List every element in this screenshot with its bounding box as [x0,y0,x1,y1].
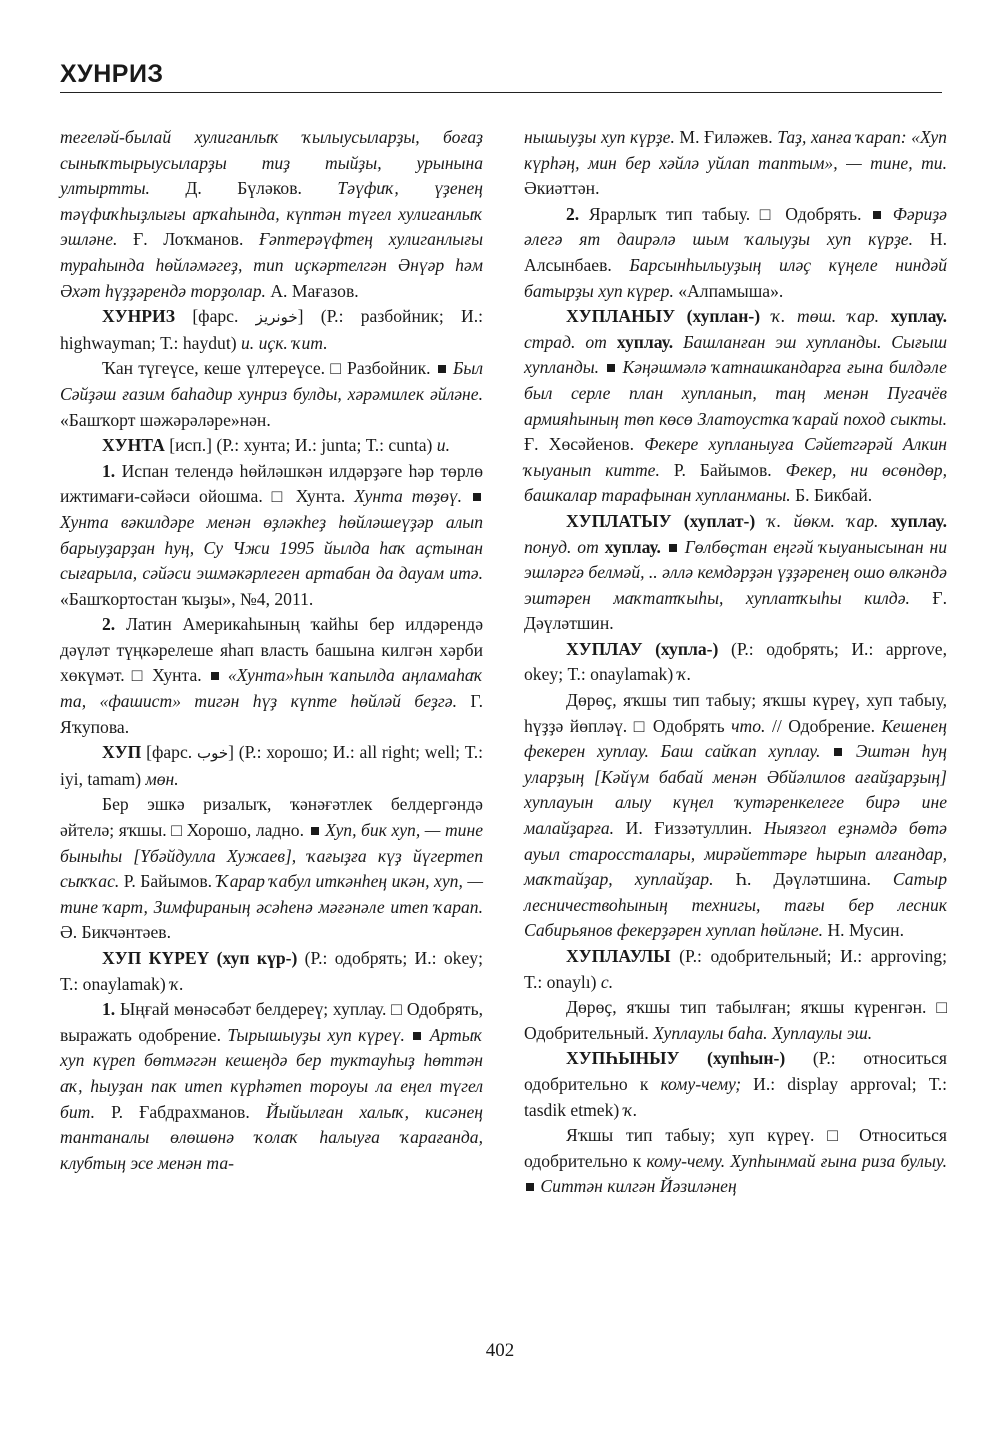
paragraph: тегеләй-былай хулиганлыҡ ҡылыусыларҙы, боғаҙ сыныҡтырыусыларҙы тиҙ тыйҙы, урынына ултыртты. Д. Бүләков. Тәүфиҡ, үҙенең тәүфиҡһыҙлығы арҡаһында, күптән түгел хулиганлыҡ эшләне. Ғ. Лоҡманов. Ғәптерәүфтең хулиганлығы тураһында һөйләмәгеҙ, тип иҫкәртелгән Әнүәр һәм Әхәт һүҙҙәрендә торҙолар. А. Мағазов. [60,127,483,301]
headword: ХУПЛАНЫУ (хуплан-) [566,306,761,327]
example-marker-icon [438,365,446,373]
arabic-etymon: خوب [196,744,229,763]
entry-huplanyu: ХУПЛАНЫУ (хуплан-) ҡ. төш. ҡар. хуплау. страд. от хуплау. Башланған эш хупланды. Сығыш хупланды. Кәңәшмәлә ҡатнашкандарға ғына билдәле был серле план хупланып, таң менән Пугачёв армияһының төп көсө Златоустка ҡарай поход сыкты. Ғ. Хөсәйенов. Фекере хупланыуға Сәйетгәрәй Алкин ҡыуанып китте. Р. Байымов. Фекер, ни өсөндөр, башкалар тарафынан хупланманы. Б. Бикбай. [524,306,948,506]
example-marker-icon [311,827,319,835]
paragraph: нышыуҙы хуп күрҙе. М. Ғиләжев. Таҙ, ханға ҡарап: «Хуп күрһәң, мин бер хәйлә уйлап таптым», — тине, ти. Әкиәттән. [524,127,947,199]
example-marker-icon [607,364,615,372]
paragraph: Дөрөҫ, яҡшы тип табылған; яҡшы күренгән. □ Одобрительный. Хуплаулы баһа. Хуплаулы эш. [524,997,947,1043]
entry-huphynyu: ХУПҺЫНЫУ (хупһын-) (Р.: относиться одобрительно к кому-чему; И.: display approval; Т.: tasdik etmek) ҡ. [524,1048,947,1120]
paragraph: 1. Ыңғай мөнәсәбәт белдереү; хуплау. □ Одобрять, выражать одобрение. Тырышыуҙы хуп күреү. Артыҡ хуп күреп бөтмәгән кешеңдә бер туктауһыҙ һөттән аҡ, һыуҙан пак итеп күрһәтеп тороуы ла еңел түгел бит. Р. Ғабдрахманов. Йыйылған халыҡ, кисәнең тантаналы өлөшөнә ҡолаҡ һалыуға ҡарағанда, клубтың эсе менән та- [60,999,483,1173]
headword: ХУП [102,742,142,763]
running-header [60,58,942,93]
headword: ХУПЛАТЫУ (хуплат-) [566,510,756,531]
paragraph: 2. Латин Америкаһының ҡайһы бер илдәрендә дәүләт түңкәрелеше яһап власть башына килгән хәрби хөкүмәт. □ Хунта. «Хунта»һын ҡапылда аңламаһаҡ та, «фашист» тигән һүҙ күпте һөйләй беҙгә. Г. Яҡупова. [60,614,484,737]
page-number: 402 [485,1340,515,1361]
entry-hunriz: ХУНРИЗ [фарс. خونريز] (Р.: разбойник; И.: highwayman; Т.: haydut) и. иҫк. ҡит. [60,306,483,353]
example-marker-icon [873,211,881,219]
arabic-etymon: خونريز [255,308,298,327]
paragraph: 1. Испан телендә һөйләшкән илдәрҙәге һәр төрлө ижтимағи-сәйәси ойошма. □ Хунта. Хунта төҙөү. Хунта вәкилдәре менән өҙләкһеҙ һөйләшеүҙәр алып барыуҙарҙан һуң, Су Чжи 1995 йылда һаҡ аҫтынан сығарыла, сәйәси эшмәкәрлеген артабан да дауам итә. «Башҡортостан ҡыҙы», №4, 2011. [60,460,483,609]
entry-hup-kureu: ХУП КҮРЕҮ (хуп күр-) (Р.: одобрять; И.: okey; Т.: onaylamak) ҡ. [60,948,483,994]
headword: ХУНТА [102,435,165,456]
left-column [60,125,483,1176]
example-marker-icon [211,672,219,680]
example-marker-icon [526,1183,534,1191]
example-marker-icon [834,748,842,756]
paragraph: Бер эшкә ризалыҡ, ҡәнәғәтлек белдергәндә әйтелә; яҡшы. □ Хорошо, ладно. Хуп, бик хуп, — тине быныһы [Үбәйдулла Хужаев], ҡағыҙға күҙ йүгертеп сыҡҡас. Р. Байымов. Ҡарар ҡабул иткәнһең икән, хуп, — тине ҡарт, Зимфираның әсәһенә мәғәнәле итеп ҡарап. Ә. Бикчәнтәев. [60,794,483,943]
headword: ХУПҺЫНЫУ (хупһын-) [566,1048,786,1069]
entry-hup: ХУП [фарс. خوب] (Р.: хорошо; И.: all right; well; Т.: iyi, tamam) мөн. [60,742,483,789]
example-marker-icon [473,493,481,501]
entry-huplauly: ХУПЛАУЛЫ (Р.: одобрительный; И.: approving; Т.: onaylı) с. [524,946,947,992]
entry-huplau: ХУПЛАУ (хупла-) (Р.: одобрять; И.: approve, okey; Т.: onaylamak) ҡ. [524,638,947,685]
headword: ХУНРИЗ [102,306,176,327]
entry-hunta: ХУНТА [исп.] (Р.: хунта; И.: junta; Т.: cunta) и. [102,435,450,456]
headword: ХУП КҮРЕҮ (хуп күр-) [102,948,298,968]
example-marker-icon [413,1032,421,1040]
paragraph: Ҡан түгеүсе, кеше үлтереүсе. □ Разбойник. Был Сәйҙәш ғазим баһадир хунриз булды, хәрәмилек әйләне. «Башҡорт шәжәрәләре»нән. [60,358,483,430]
paragraph: Дөрөҫ, яҡшы тип табыу; яҡшы күреү, хуп табыу, һүҙҙә йөпләү. □ Одобрять что. // Одобрение. Кешенең фекерен хуплау. Баш сайҡап хуплау. Эштән һуң уларҙың [Кәйүм бабай менән Әбйәлилов ағайҙарҙың] хуплауын алыу күңел ҡутәренкелеге бирә ине малайҙарға. И. Ғиззәтуллин. Ныязғол еҙнәмдә бөтә ауыл староссталары, мирәйеттәре һырып алғандар, маҡтайҙар, хуплайҙар. Һ. Дәүләтшина. Сатыр лесничествоһының технигы, тағы бер лесник Сабирьянов фекерҙәрен хуплап һөйләне. Н. Мусин. [524,690,948,941]
headword: ХУПЛАУ (хупла-) [566,638,719,659]
headword: ХУПЛАУЛЫ [566,946,671,966]
entry-huplatyu: ХУПЛАТЫУ (хуплат-) ҡ. йөкм. ҡар. хуплау. понуд. от хуплау. Гөлбөҫтан еңгәй ҡыуанысынан ни эшләргә белмәй, .. әллә кемдәрҙән үҙҙәренең ошо өлкәндә эштәрен маҡтатҡыһы, хуплатҡыһы килдә. Ғ. Дәүләтшин. [524,510,948,634]
header-title: ХУНРИЗ [60,60,164,88]
paragraph: 2. Ярарлыҡ тип табыу. □ Одобрять. Фәриҙә әлегә ят даирәлә шым ҡалыуҙы хуп күрҙе. Н. Алсынбаев. Барсынһылыуҙың иләҫ күңеле ниндәй батырҙы хуп күрер. «Алпамыша». [524,203,947,301]
right-column [524,125,947,1200]
example-marker-icon [669,544,677,552]
paragraph: Яҡшы тип табыу; хуп күреү. □ Относиться одобрительно к кому-чему. Хупһынмай ғына риза булыу. Ситтән килгән Йәзиләнең [524,1125,947,1197]
